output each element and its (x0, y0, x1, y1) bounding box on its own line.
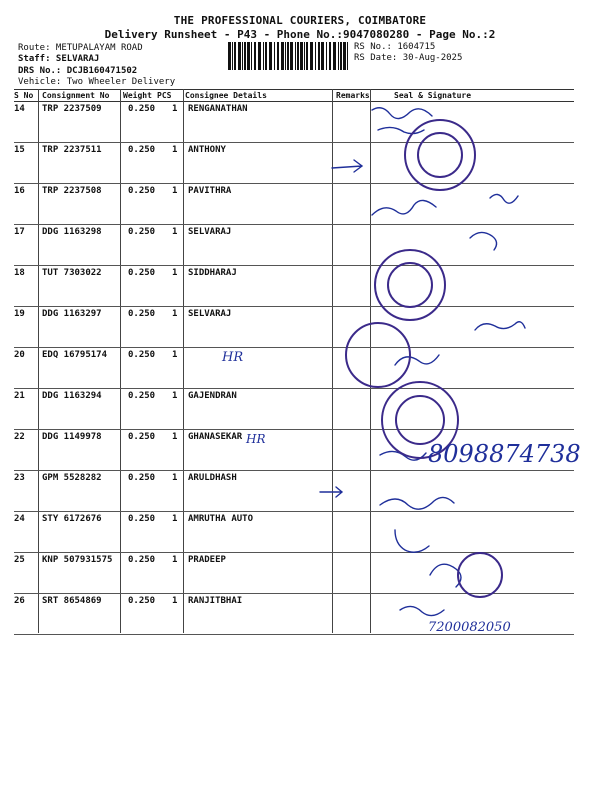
table-row (14, 347, 574, 389)
row-consignment-no: TRP 2237509 (42, 104, 102, 114)
col-remarks: Remarks (336, 91, 370, 100)
row-weight: 0.250 (128, 473, 156, 483)
col-seal: Seal & Signature (394, 91, 472, 100)
table-row (14, 224, 574, 266)
row-consignment-no: DDG 1149978 (42, 432, 102, 442)
row-sno: 23 (14, 473, 25, 483)
row-consignment-no: KNP 507931575 (42, 555, 113, 565)
row-consignment-no: EDQ 16795174 (42, 350, 108, 360)
row-consignee: RENGANATHAN (188, 104, 248, 114)
table-row (14, 142, 574, 184)
row-consignee: ARULDHASH (188, 473, 237, 483)
table-row (14, 470, 574, 512)
row-sno: 22 (14, 432, 25, 442)
table-row (14, 101, 574, 143)
row-consignee: SELVARAJ (188, 227, 232, 237)
staff-label: Staff: SELVARAJ (18, 54, 100, 64)
table-row (14, 511, 574, 553)
row-weight: 0.250 (128, 268, 156, 278)
row-consignee: GAJENDRAN (188, 391, 237, 401)
col-consignee: Consignee Details (185, 91, 267, 100)
row-weight: 0.250 (128, 227, 156, 237)
handwritten-hr: HR (222, 350, 244, 365)
table-row (14, 183, 574, 225)
company-title: THE PROFESSIONAL COURIERS, COIMBATORE (173, 14, 427, 27)
col-pcs: PCS (157, 91, 172, 100)
row-sno: 25 (14, 555, 25, 565)
handwritten-phone: 7200082050 (428, 620, 511, 635)
drs-number: DRS No.: DCJB160471502 (18, 66, 138, 76)
row-sno: 24 (14, 514, 25, 524)
table-row (14, 265, 574, 307)
row-pcs: 1 (172, 473, 178, 483)
table-row (14, 388, 574, 430)
row-sno: 16 (14, 186, 25, 196)
row-pcs: 1 (172, 514, 178, 524)
row-sno: 26 (14, 596, 25, 606)
row-weight: 0.250 (128, 309, 156, 319)
row-consignee: RANJITBHAI (188, 596, 243, 606)
row-consignment-no: GPM 5528282 (42, 473, 102, 483)
col-consignment: Consignment No (42, 91, 110, 100)
table-row (14, 552, 574, 594)
row-consignment-no: STY 6172676 (42, 514, 102, 524)
row-consignee: ANTHONY (188, 145, 226, 155)
row-sno: 18 (14, 268, 25, 278)
rs-info (354, 42, 462, 64)
row-weight: 0.250 (128, 391, 156, 401)
route-label: Route: METUPALAYAM ROAD (18, 43, 143, 53)
row-pcs: 1 (172, 104, 178, 114)
row-pcs: 1 (172, 432, 178, 442)
barcode-image (228, 42, 350, 70)
row-pcs: 1 (172, 391, 178, 401)
vehicle-label: Vehicle: Two Wheeler Delivery (18, 77, 176, 87)
handwritten-phone: 8098874738 (428, 440, 581, 468)
row-weight: 0.250 (128, 596, 156, 606)
row-weight: 0.250 (128, 432, 156, 442)
row-consignee: PAVITHRA (188, 186, 232, 196)
row-weight: 0.250 (128, 555, 156, 565)
row-consignee: GHANASEKAR (188, 432, 243, 442)
row-consignment-no: TUT 7303022 (42, 268, 102, 278)
handwritten-hr: HR (246, 432, 266, 446)
runsheet-subtitle: Delivery Runsheet - P43 - Phone No.:9047080280 - Page No.:2 (104, 28, 496, 41)
row-consignment-no: DDG 1163294 (42, 391, 102, 401)
table-row (14, 306, 574, 348)
row-consignee: SIDDHARAJ (188, 268, 237, 278)
row-weight: 0.250 (128, 350, 156, 360)
rs-date: RS Date: 30-Aug-2025 (354, 53, 463, 63)
row-sno: 17 (14, 227, 25, 237)
row-consignment-no: DDG 1163298 (42, 227, 102, 237)
row-pcs: 1 (172, 145, 178, 155)
row-pcs: 1 (172, 350, 178, 360)
rs-number: RS No.: 1604715 (354, 42, 436, 52)
row-weight: 0.250 (128, 145, 156, 155)
row-consignee: PRADEEP (188, 555, 226, 565)
row-sno: 21 (14, 391, 25, 401)
row-weight: 0.250 (128, 186, 156, 196)
row-sno: 14 (14, 104, 25, 114)
row-pcs: 1 (172, 186, 178, 196)
row-consignment-no: TRP 2237508 (42, 186, 102, 196)
row-consignee: SELVARAJ (188, 309, 232, 319)
row-pcs: 1 (172, 596, 178, 606)
row-consignment-no: SRT 8654869 (42, 596, 102, 606)
row-pcs: 1 (172, 227, 178, 237)
row-pcs: 1 (172, 268, 178, 278)
row-consignee: AMRUTHA AUTO (188, 514, 254, 524)
col-weight: Weight (123, 91, 152, 100)
row-sno: 19 (14, 309, 25, 319)
row-pcs: 1 (172, 309, 178, 319)
row-weight: 0.250 (128, 104, 156, 114)
row-consignment-no: DDG 1163297 (42, 309, 102, 319)
col-sno: S No (14, 91, 34, 100)
row-consignment-no: TRP 2237511 (42, 145, 102, 155)
row-weight: 0.250 (128, 514, 156, 524)
row-pcs: 1 (172, 555, 178, 565)
row-sno: 20 (14, 350, 25, 360)
row-sno: 15 (14, 145, 25, 155)
